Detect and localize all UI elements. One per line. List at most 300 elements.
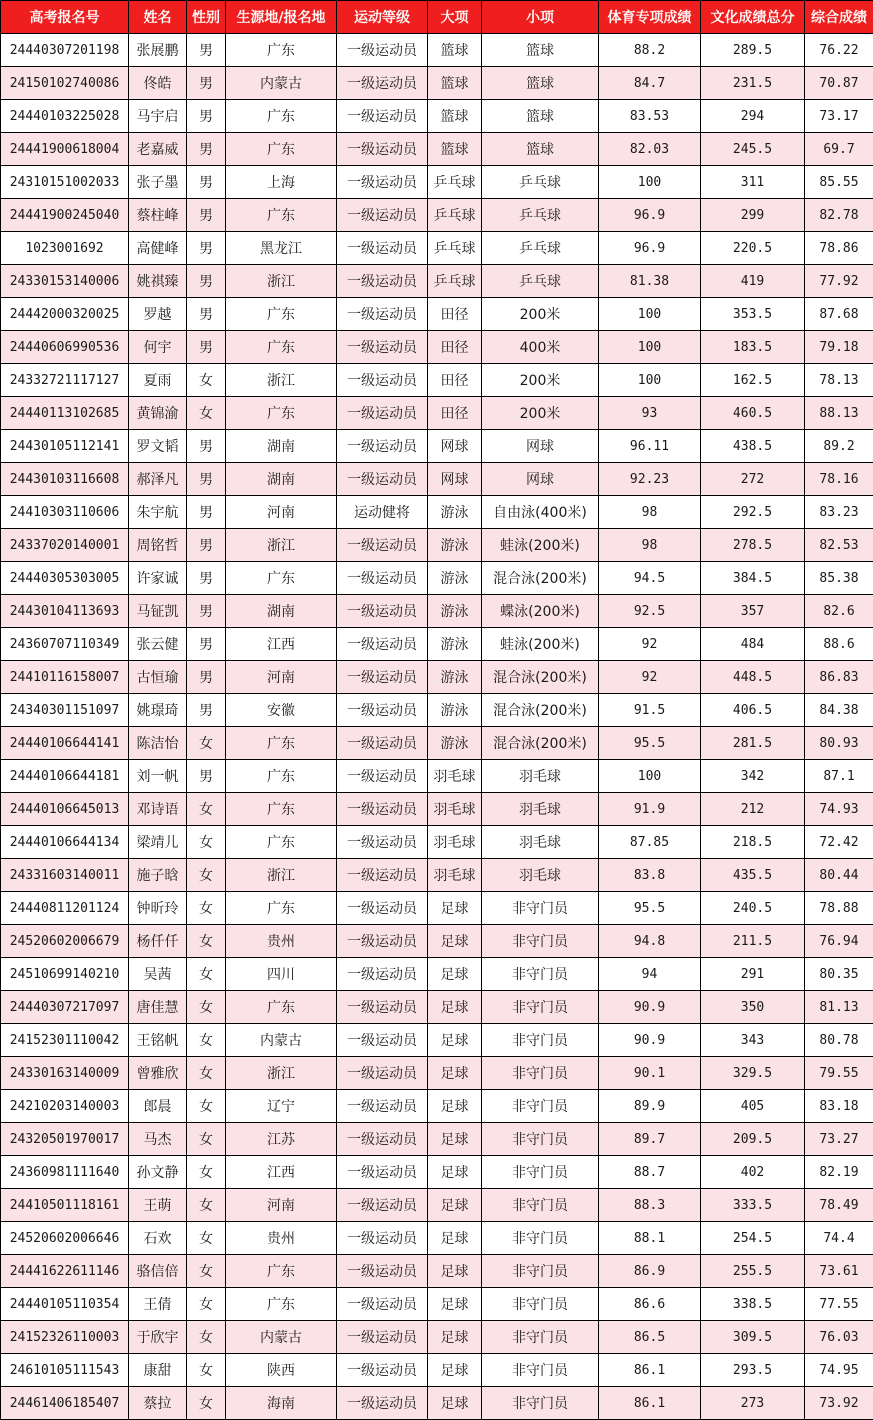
gender-cell: 男 bbox=[187, 760, 226, 793]
table-row bbox=[1, 430, 873, 463]
table-row bbox=[1, 298, 873, 331]
gender-cell: 男 bbox=[187, 661, 226, 694]
athlete-level-cell: 一级运动员 bbox=[337, 1156, 428, 1189]
exam-id-cell: 24440103225028 bbox=[1, 100, 129, 133]
header-athlete-level: 运动等级 bbox=[337, 1, 428, 34]
sport-score-cell: 100 bbox=[599, 760, 701, 793]
table-row bbox=[1, 661, 873, 694]
athlete-level-cell: 一级运动员 bbox=[337, 463, 428, 496]
athlete-level-cell: 一级运动员 bbox=[337, 364, 428, 397]
culture-score-cell: 293.5 bbox=[701, 1354, 805, 1387]
exam-id-cell: 24440606990536 bbox=[1, 331, 129, 364]
table-row bbox=[1, 67, 873, 100]
sport-score-cell: 92.5 bbox=[599, 595, 701, 628]
athlete-level-cell: 一级运动员 bbox=[337, 100, 428, 133]
gender-cell: 女 bbox=[187, 1024, 226, 1057]
event-cell: 蛙泳(200米) bbox=[482, 529, 599, 562]
composite-score-cell: 76.94 bbox=[805, 925, 873, 958]
gender-cell: 女 bbox=[187, 1321, 226, 1354]
exam-id-cell: 24330153140006 bbox=[1, 265, 129, 298]
origin-cell: 贵州 bbox=[226, 925, 337, 958]
name-cell: 邓诗语 bbox=[129, 793, 187, 826]
culture-score-cell: 357 bbox=[701, 595, 805, 628]
composite-score-cell: 77.92 bbox=[805, 265, 873, 298]
sport-score-cell: 95.5 bbox=[599, 892, 701, 925]
composite-score-cell: 73.61 bbox=[805, 1255, 873, 1288]
sport-cell: 游泳 bbox=[428, 694, 482, 727]
composite-score-cell: 80.78 bbox=[805, 1024, 873, 1057]
name-cell: 王萌 bbox=[129, 1189, 187, 1222]
header-exam-id: 高考报名号 bbox=[1, 1, 129, 34]
table-body bbox=[1, 34, 873, 1420]
exam-id-cell: 24520602006679 bbox=[1, 925, 129, 958]
exam-id-cell: 24360707110349 bbox=[1, 628, 129, 661]
header-culture-score: 文化成绩总分 bbox=[701, 1, 805, 34]
athlete-level-cell: 一级运动员 bbox=[337, 1222, 428, 1255]
composite-score-cell: 83.18 bbox=[805, 1090, 873, 1123]
name-cell: 罗越 bbox=[129, 298, 187, 331]
gender-cell: 女 bbox=[187, 826, 226, 859]
sport-score-cell: 90.9 bbox=[599, 1024, 701, 1057]
origin-cell: 广东 bbox=[226, 892, 337, 925]
sport-score-cell: 86.5 bbox=[599, 1321, 701, 1354]
sport-cell: 羽毛球 bbox=[428, 826, 482, 859]
gender-cell: 女 bbox=[187, 364, 226, 397]
event-cell: 非守门员 bbox=[482, 925, 599, 958]
sport-cell: 田径 bbox=[428, 331, 482, 364]
exam-id-cell: 24440106644134 bbox=[1, 826, 129, 859]
culture-score-cell: 419 bbox=[701, 265, 805, 298]
sport-score-cell: 96.9 bbox=[599, 199, 701, 232]
sport-cell: 足球 bbox=[428, 1123, 482, 1156]
exam-id-cell: 24210203140003 bbox=[1, 1090, 129, 1123]
sport-cell: 足球 bbox=[428, 1024, 482, 1057]
exam-id-cell: 24510699140210 bbox=[1, 958, 129, 991]
sport-score-cell: 93 bbox=[599, 397, 701, 430]
name-cell: 古恒瑜 bbox=[129, 661, 187, 694]
exam-id-cell: 24337020140001 bbox=[1, 529, 129, 562]
athlete-level-cell: 一级运动员 bbox=[337, 925, 428, 958]
composite-score-cell: 87.68 bbox=[805, 298, 873, 331]
sport-cell: 游泳 bbox=[428, 562, 482, 595]
name-cell: 老嘉威 bbox=[129, 133, 187, 166]
sport-score-cell: 88.1 bbox=[599, 1222, 701, 1255]
sport-cell: 田径 bbox=[428, 397, 482, 430]
table-row bbox=[1, 1288, 873, 1321]
athlete-level-cell: 一级运动员 bbox=[337, 1090, 428, 1123]
exam-id-cell: 24152326110003 bbox=[1, 1321, 129, 1354]
gender-cell: 男 bbox=[187, 100, 226, 133]
event-cell: 非守门员 bbox=[482, 1387, 599, 1420]
culture-score-cell: 484 bbox=[701, 628, 805, 661]
gender-cell: 男 bbox=[187, 496, 226, 529]
event-cell: 非守门员 bbox=[482, 1090, 599, 1123]
sport-score-cell: 89.9 bbox=[599, 1090, 701, 1123]
culture-score-cell: 309.5 bbox=[701, 1321, 805, 1354]
sport-score-cell: 98 bbox=[599, 529, 701, 562]
athlete-level-cell: 一级运动员 bbox=[337, 34, 428, 67]
sport-cell: 足球 bbox=[428, 1156, 482, 1189]
table-row bbox=[1, 1024, 873, 1057]
origin-cell: 广东 bbox=[226, 562, 337, 595]
name-cell: 朱宇航 bbox=[129, 496, 187, 529]
name-cell: 马宇启 bbox=[129, 100, 187, 133]
sport-score-cell: 100 bbox=[599, 298, 701, 331]
gender-cell: 女 bbox=[187, 397, 226, 430]
culture-score-cell: 291 bbox=[701, 958, 805, 991]
athlete-level-cell: 一级运动员 bbox=[337, 595, 428, 628]
name-cell: 蔡柱峰 bbox=[129, 199, 187, 232]
gender-cell: 女 bbox=[187, 991, 226, 1024]
exam-id-cell: 24330163140009 bbox=[1, 1057, 129, 1090]
gender-cell: 女 bbox=[187, 859, 226, 892]
name-cell: 王铭帆 bbox=[129, 1024, 187, 1057]
athlete-level-cell: 一级运动员 bbox=[337, 1387, 428, 1420]
event-cell: 非守门员 bbox=[482, 1354, 599, 1387]
name-cell: 曾雅欣 bbox=[129, 1057, 187, 1090]
name-cell: 蔡拉 bbox=[129, 1387, 187, 1420]
exam-id-cell: 24410501118161 bbox=[1, 1189, 129, 1222]
culture-score-cell: 231.5 bbox=[701, 67, 805, 100]
table-row bbox=[1, 958, 873, 991]
gender-cell: 女 bbox=[187, 727, 226, 760]
table-row bbox=[1, 133, 873, 166]
origin-cell: 辽宁 bbox=[226, 1090, 337, 1123]
event-cell: 羽毛球 bbox=[482, 760, 599, 793]
sport-score-cell: 88.2 bbox=[599, 34, 701, 67]
exam-id-cell: 24340301151097 bbox=[1, 694, 129, 727]
culture-score-cell: 350 bbox=[701, 991, 805, 1024]
event-cell: 乒乓球 bbox=[482, 232, 599, 265]
origin-cell: 河南 bbox=[226, 661, 337, 694]
table-row bbox=[1, 463, 873, 496]
gender-cell: 女 bbox=[187, 1354, 226, 1387]
event-cell: 非守门员 bbox=[482, 1222, 599, 1255]
table-row bbox=[1, 496, 873, 529]
origin-cell: 广东 bbox=[226, 1288, 337, 1321]
composite-score-cell: 72.42 bbox=[805, 826, 873, 859]
athlete-level-cell: 一级运动员 bbox=[337, 859, 428, 892]
composite-score-cell: 84.38 bbox=[805, 694, 873, 727]
name-cell: 骆信倍 bbox=[129, 1255, 187, 1288]
sport-cell: 足球 bbox=[428, 892, 482, 925]
event-cell: 乒乓球 bbox=[482, 166, 599, 199]
table-row bbox=[1, 364, 873, 397]
sport-score-cell: 100 bbox=[599, 331, 701, 364]
origin-cell: 广东 bbox=[226, 826, 337, 859]
event-cell: 自由泳(400米) bbox=[482, 496, 599, 529]
gender-cell: 男 bbox=[187, 595, 226, 628]
event-cell: 混合泳(200米) bbox=[482, 694, 599, 727]
name-cell: 梁靖儿 bbox=[129, 826, 187, 859]
culture-score-cell: 343 bbox=[701, 1024, 805, 1057]
sport-score-cell: 98 bbox=[599, 496, 701, 529]
table-row bbox=[1, 199, 873, 232]
sport-score-cell: 94 bbox=[599, 958, 701, 991]
culture-score-cell: 402 bbox=[701, 1156, 805, 1189]
athlete-level-cell: 一级运动员 bbox=[337, 232, 428, 265]
table-row bbox=[1, 1123, 873, 1156]
table-row bbox=[1, 1090, 873, 1123]
sport-cell: 游泳 bbox=[428, 628, 482, 661]
exam-id-cell: 24440307201198 bbox=[1, 34, 129, 67]
table-row bbox=[1, 925, 873, 958]
composite-score-cell: 78.88 bbox=[805, 892, 873, 925]
composite-score-cell: 80.35 bbox=[805, 958, 873, 991]
sport-cell: 足球 bbox=[428, 991, 482, 1024]
name-cell: 吴茜 bbox=[129, 958, 187, 991]
event-cell: 非守门员 bbox=[482, 1156, 599, 1189]
culture-score-cell: 289.5 bbox=[701, 34, 805, 67]
sport-score-cell: 84.7 bbox=[599, 67, 701, 100]
origin-cell: 浙江 bbox=[226, 859, 337, 892]
composite-score-cell: 88.6 bbox=[805, 628, 873, 661]
athlete-level-cell: 一级运动员 bbox=[337, 562, 428, 595]
composite-score-cell: 74.93 bbox=[805, 793, 873, 826]
origin-cell: 内蒙古 bbox=[226, 1321, 337, 1354]
composite-score-cell: 70.87 bbox=[805, 67, 873, 100]
sport-score-cell: 88.7 bbox=[599, 1156, 701, 1189]
gender-cell: 男 bbox=[187, 298, 226, 331]
table-row bbox=[1, 562, 873, 595]
table-row bbox=[1, 1222, 873, 1255]
sport-cell: 足球 bbox=[428, 925, 482, 958]
athlete-level-cell: 一级运动员 bbox=[337, 1024, 428, 1057]
sport-score-cell: 86.1 bbox=[599, 1387, 701, 1420]
name-cell: 康甜 bbox=[129, 1354, 187, 1387]
origin-cell: 浙江 bbox=[226, 265, 337, 298]
culture-score-cell: 448.5 bbox=[701, 661, 805, 694]
exam-id-cell: 24440113102685 bbox=[1, 397, 129, 430]
sport-cell: 田径 bbox=[428, 364, 482, 397]
gender-cell: 男 bbox=[187, 628, 226, 661]
culture-score-cell: 438.5 bbox=[701, 430, 805, 463]
composite-score-cell: 82.6 bbox=[805, 595, 873, 628]
culture-score-cell: 218.5 bbox=[701, 826, 805, 859]
composite-score-cell: 77.55 bbox=[805, 1288, 873, 1321]
sport-cell: 篮球 bbox=[428, 67, 482, 100]
origin-cell: 广东 bbox=[226, 199, 337, 232]
name-cell: 郎晨 bbox=[129, 1090, 187, 1123]
composite-score-cell: 76.03 bbox=[805, 1321, 873, 1354]
culture-score-cell: 273 bbox=[701, 1387, 805, 1420]
event-cell: 乒乓球 bbox=[482, 199, 599, 232]
name-cell: 于欣宇 bbox=[129, 1321, 187, 1354]
athlete-level-cell: 一级运动员 bbox=[337, 397, 428, 430]
event-cell: 篮球 bbox=[482, 67, 599, 100]
table-row bbox=[1, 529, 873, 562]
event-cell: 网球 bbox=[482, 463, 599, 496]
gender-cell: 男 bbox=[187, 463, 226, 496]
composite-score-cell: 78.49 bbox=[805, 1189, 873, 1222]
table-row bbox=[1, 859, 873, 892]
origin-cell: 广东 bbox=[226, 727, 337, 760]
table-row bbox=[1, 1354, 873, 1387]
composite-score-cell: 82.78 bbox=[805, 199, 873, 232]
sport-cell: 游泳 bbox=[428, 496, 482, 529]
name-cell: 周铭哲 bbox=[129, 529, 187, 562]
exam-id-cell: 24440106645013 bbox=[1, 793, 129, 826]
athlete-level-cell: 一级运动员 bbox=[337, 793, 428, 826]
sport-score-cell: 87.85 bbox=[599, 826, 701, 859]
culture-score-cell: 278.5 bbox=[701, 529, 805, 562]
event-cell: 篮球 bbox=[482, 34, 599, 67]
table-row bbox=[1, 892, 873, 925]
header-composite-score: 综合成绩 bbox=[805, 1, 873, 34]
sport-cell: 游泳 bbox=[428, 595, 482, 628]
name-cell: 石欢 bbox=[129, 1222, 187, 1255]
name-cell: 郝泽凡 bbox=[129, 463, 187, 496]
event-cell: 非守门员 bbox=[482, 1123, 599, 1156]
table-row bbox=[1, 1255, 873, 1288]
sport-score-cell: 81.38 bbox=[599, 265, 701, 298]
culture-score-cell: 460.5 bbox=[701, 397, 805, 430]
composite-score-cell: 76.22 bbox=[805, 34, 873, 67]
event-cell: 网球 bbox=[482, 430, 599, 463]
origin-cell: 广东 bbox=[226, 991, 337, 1024]
athlete-level-cell: 一级运动员 bbox=[337, 430, 428, 463]
athlete-level-cell: 一级运动员 bbox=[337, 661, 428, 694]
origin-cell: 内蒙古 bbox=[226, 1024, 337, 1057]
table-row bbox=[1, 1156, 873, 1189]
gender-cell: 男 bbox=[187, 133, 226, 166]
header-gender: 性别 bbox=[187, 1, 226, 34]
sport-score-cell: 96.11 bbox=[599, 430, 701, 463]
culture-score-cell: 281.5 bbox=[701, 727, 805, 760]
culture-score-cell: 294 bbox=[701, 100, 805, 133]
composite-score-cell: 82.53 bbox=[805, 529, 873, 562]
table-row bbox=[1, 331, 873, 364]
event-cell: 200米 bbox=[482, 298, 599, 331]
origin-cell: 贵州 bbox=[226, 1222, 337, 1255]
gender-cell: 男 bbox=[187, 331, 226, 364]
athlete-level-cell: 一级运动员 bbox=[337, 1189, 428, 1222]
name-cell: 姚祺臻 bbox=[129, 265, 187, 298]
table-row bbox=[1, 826, 873, 859]
event-cell: 混合泳(200米) bbox=[482, 661, 599, 694]
culture-score-cell: 255.5 bbox=[701, 1255, 805, 1288]
athlete-level-cell: 一级运动员 bbox=[337, 133, 428, 166]
sport-score-cell: 89.7 bbox=[599, 1123, 701, 1156]
athlete-level-cell: 一级运动员 bbox=[337, 760, 428, 793]
sport-score-cell: 83.8 bbox=[599, 859, 701, 892]
origin-cell: 广东 bbox=[226, 34, 337, 67]
athlete-level-cell: 一级运动员 bbox=[337, 826, 428, 859]
table-row bbox=[1, 991, 873, 1024]
exam-id-cell: 24440305303005 bbox=[1, 562, 129, 595]
gender-cell: 女 bbox=[187, 1387, 226, 1420]
event-cell: 羽毛球 bbox=[482, 793, 599, 826]
athlete-level-cell: 一级运动员 bbox=[337, 265, 428, 298]
header-name: 姓名 bbox=[129, 1, 187, 34]
culture-score-cell: 162.5 bbox=[701, 364, 805, 397]
name-cell: 高健峰 bbox=[129, 232, 187, 265]
culture-score-cell: 353.5 bbox=[701, 298, 805, 331]
athlete-level-cell: 一级运动员 bbox=[337, 892, 428, 925]
table-row bbox=[1, 166, 873, 199]
gender-cell: 女 bbox=[187, 1189, 226, 1222]
event-cell: 羽毛球 bbox=[482, 859, 599, 892]
origin-cell: 内蒙古 bbox=[226, 67, 337, 100]
origin-cell: 广东 bbox=[226, 793, 337, 826]
event-cell: 羽毛球 bbox=[482, 826, 599, 859]
origin-cell: 陕西 bbox=[226, 1354, 337, 1387]
culture-score-cell: 240.5 bbox=[701, 892, 805, 925]
name-cell: 施子晗 bbox=[129, 859, 187, 892]
event-cell: 篮球 bbox=[482, 133, 599, 166]
sport-cell: 田径 bbox=[428, 298, 482, 331]
gender-cell: 女 bbox=[187, 1288, 226, 1321]
athlete-level-cell: 一级运动员 bbox=[337, 1123, 428, 1156]
sport-cell: 篮球 bbox=[428, 133, 482, 166]
header-sport-score: 体育专项成绩 bbox=[599, 1, 701, 34]
composite-score-cell: 79.18 bbox=[805, 331, 873, 364]
sport-score-cell: 92 bbox=[599, 661, 701, 694]
exam-id-cell: 24430104113693 bbox=[1, 595, 129, 628]
origin-cell: 广东 bbox=[226, 100, 337, 133]
exam-id-cell: 24461406185407 bbox=[1, 1387, 129, 1420]
name-cell: 何宇 bbox=[129, 331, 187, 364]
exam-id-cell: 24430103116608 bbox=[1, 463, 129, 496]
gender-cell: 男 bbox=[187, 166, 226, 199]
sport-score-cell: 92.23 bbox=[599, 463, 701, 496]
sport-cell: 羽毛球 bbox=[428, 793, 482, 826]
gender-cell: 男 bbox=[187, 67, 226, 100]
exam-id-cell: 24150102740086 bbox=[1, 67, 129, 100]
composite-score-cell: 87.1 bbox=[805, 760, 873, 793]
origin-cell: 黑龙江 bbox=[226, 232, 337, 265]
exam-id-cell: 24310151002033 bbox=[1, 166, 129, 199]
culture-score-cell: 338.5 bbox=[701, 1288, 805, 1321]
name-cell: 夏雨 bbox=[129, 364, 187, 397]
exam-id-cell: 24410303110606 bbox=[1, 496, 129, 529]
sport-cell: 足球 bbox=[428, 1288, 482, 1321]
sport-score-cell: 88.3 bbox=[599, 1189, 701, 1222]
event-cell: 非守门员 bbox=[482, 1024, 599, 1057]
gender-cell: 男 bbox=[187, 562, 226, 595]
sport-score-cell: 100 bbox=[599, 364, 701, 397]
gender-cell: 男 bbox=[187, 199, 226, 232]
name-cell: 姚璟琦 bbox=[129, 694, 187, 727]
sport-cell: 游泳 bbox=[428, 529, 482, 562]
culture-score-cell: 209.5 bbox=[701, 1123, 805, 1156]
exam-id-cell: 24520602006646 bbox=[1, 1222, 129, 1255]
exam-id-cell: 24440811201124 bbox=[1, 892, 129, 925]
exam-id-cell: 24360981111640 bbox=[1, 1156, 129, 1189]
sport-cell: 足球 bbox=[428, 1387, 482, 1420]
athlete-level-cell: 一级运动员 bbox=[337, 1255, 428, 1288]
sport-cell: 篮球 bbox=[428, 34, 482, 67]
composite-score-cell: 85.55 bbox=[805, 166, 873, 199]
athlete-level-cell: 一级运动员 bbox=[337, 1354, 428, 1387]
sport-cell: 游泳 bbox=[428, 661, 482, 694]
table-row bbox=[1, 1189, 873, 1222]
athlete-level-cell: 一级运动员 bbox=[337, 199, 428, 232]
table-row bbox=[1, 397, 873, 430]
sport-score-cell: 91.5 bbox=[599, 694, 701, 727]
sport-cell: 羽毛球 bbox=[428, 859, 482, 892]
event-cell: 非守门员 bbox=[482, 892, 599, 925]
event-cell: 乒乓球 bbox=[482, 265, 599, 298]
athlete-level-cell: 一级运动员 bbox=[337, 1288, 428, 1321]
name-cell: 黄锦渝 bbox=[129, 397, 187, 430]
event-cell: 非守门员 bbox=[482, 991, 599, 1024]
name-cell: 钟昕玲 bbox=[129, 892, 187, 925]
athlete-level-cell: 一级运动员 bbox=[337, 1057, 428, 1090]
event-cell: 混合泳(200米) bbox=[482, 727, 599, 760]
athlete-level-cell: 一级运动员 bbox=[337, 166, 428, 199]
table-row bbox=[1, 34, 873, 67]
